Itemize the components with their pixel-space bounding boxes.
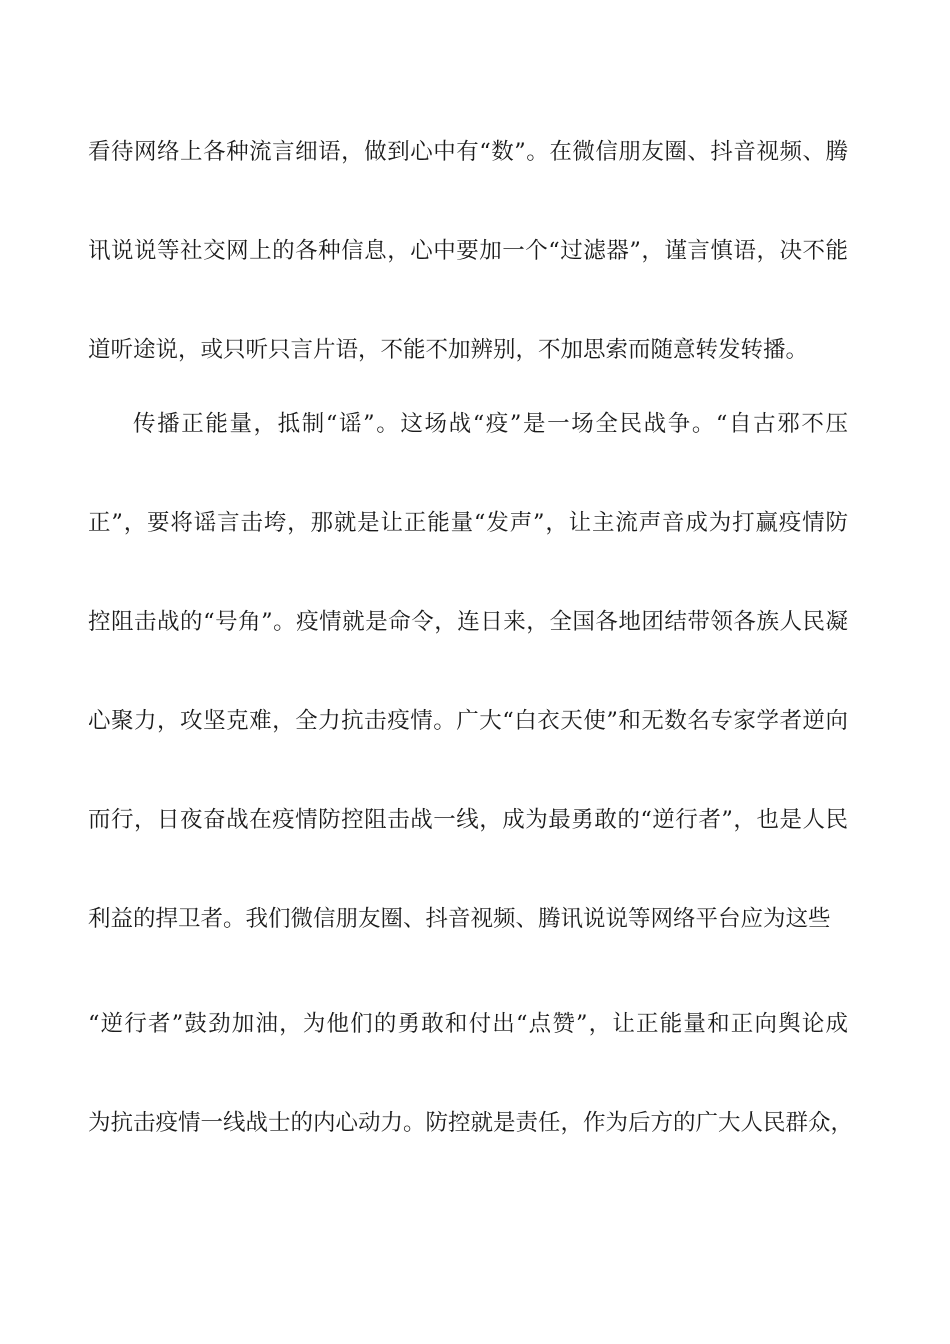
text-line-3: 道听途说，或只听只言片语，不能不加辨别，不加思索而随意转发转播。 <box>88 337 809 363</box>
text-line-5: 正”，要将谣言击垮，那就是让正能量“发声”，让主流声音成为打赢疫情防 <box>88 510 848 536</box>
text-line-7: 心聚力，攻坚克难，全力抗击疫情。广大“白衣天使”和无数名专家学者逆向 <box>88 708 848 734</box>
text-line-8: 而行，日夜奋战在疫情防控阻击战一线，成为最勇敢的“逆行者”，也是人民 <box>88 807 848 833</box>
text-line-10: “逆行者”鼓劲加油，为他们的勇敢和付出“点赞”，让正能量和正向舆论成 <box>88 1011 848 1037</box>
paragraph-start-line: 传播正能量，抵制“谣”。这场战“疫”是一场全民战争。“自古邪不压 <box>133 411 848 437</box>
text-line-1: 看待网络上各种流言细语，做到心中有“数”。在微信朋友圈、抖音视频、腾 <box>88 139 848 165</box>
text-line-6: 控阻击战的“号角”。疫情就是命令，连日来，全国各地团结带领各族人民凝 <box>88 609 848 635</box>
text-line-2: 讯说说等社交网上的各种信息，心中要加一个“过滤器”，谨言慎语，决不能 <box>88 238 848 264</box>
text-line-11: 为抗击疫情一线战士的内心动力。防控就是责任，作为后方的广大人民群众， <box>88 1110 854 1136</box>
text-line-9: 利益的捍卫者。我们微信朋友圈、抖音视频、腾讯说说等网络平台应为这些 <box>88 906 831 932</box>
